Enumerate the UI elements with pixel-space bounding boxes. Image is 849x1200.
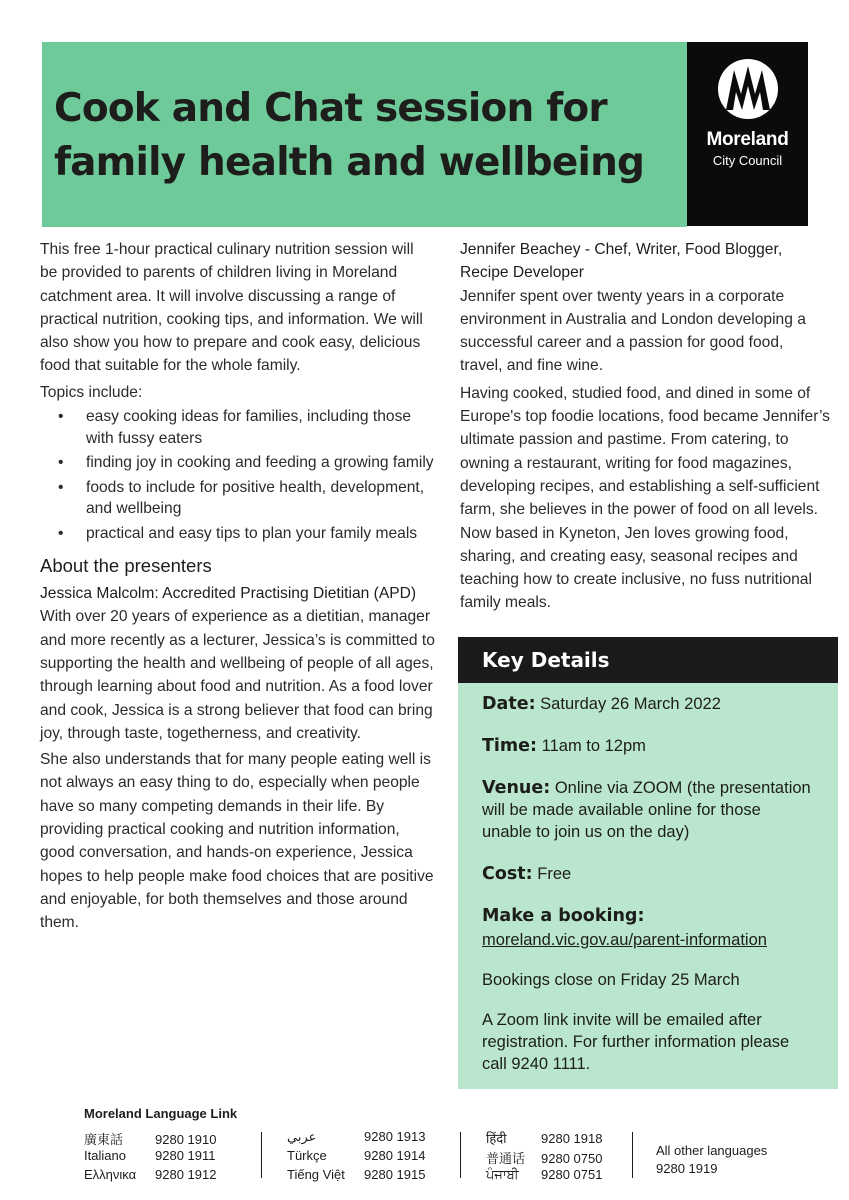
topic-text: finding joy in cooking and feeding a growing family: [86, 454, 434, 472]
left-column: [40, 238, 435, 935]
topic-item: [40, 452, 435, 474]
venue-label: Venue:: [482, 778, 551, 798]
other-languages-number: 9280 1919: [656, 1161, 718, 1176]
jennifer-bio-1: Jennifer spent over twenty years in a corporate environment in Australia and London developing a successful career and a passion for good food, travel, and fine wine.: [460, 287, 806, 375]
venue-value: Online via ZOOM (the presentation will be made available online for those unable to join us on the day): [482, 779, 811, 841]
language-row: [486, 1129, 602, 1148]
language-row: [287, 1167, 425, 1186]
language-number: 9280 1918: [541, 1131, 603, 1146]
language-name: हिंदी: [486, 1131, 507, 1146]
language-row: [287, 1129, 425, 1148]
language-row: [486, 1148, 602, 1167]
booking-label: Make a booking:: [482, 906, 645, 926]
topic-item: [40, 523, 435, 545]
language-number: 9280 1915: [364, 1167, 426, 1182]
venue-line: [482, 777, 814, 843]
language-number: 9280 1914: [364, 1148, 426, 1163]
language-name: Ελληνικα: [84, 1167, 137, 1182]
language-row: [84, 1148, 216, 1167]
zoom-note: A Zoom link invite will be emailed after registration. For further information please call 9240 1111.: [482, 1011, 790, 1073]
topic-text: foods to include for positive health, development, and wellbeing: [86, 478, 425, 518]
language-number: 9280 1911: [155, 1148, 216, 1163]
language-row: [84, 1167, 216, 1186]
language-name: 普通话: [486, 1151, 526, 1166]
other-languages-label: All other languages: [656, 1143, 768, 1158]
language-link-footer: [0, 1100, 849, 1200]
right-column: [460, 238, 830, 615]
jessica-name: Jessica Malcolm: Accredited Practising Dietitian (APD): [40, 585, 417, 603]
date-line: [482, 693, 814, 715]
booking-link[interactable]: moreland.vic.gov.au/parent-information: [482, 931, 767, 949]
booking-line: [482, 929, 814, 951]
title-line-2: family health and wellbeing: [54, 140, 645, 185]
bullet-icon: •: [58, 478, 64, 496]
date-value: Saturday 26 March 2022: [540, 695, 721, 713]
cost-value: Free: [537, 865, 572, 883]
presenters-heading: About the presenters: [40, 555, 212, 577]
topic-item: [40, 406, 435, 449]
moreland-m-icon: [717, 58, 779, 120]
language-group: [84, 1129, 216, 1186]
logo-name: Moreland: [706, 129, 789, 150]
footer-divider: [261, 1132, 262, 1178]
topic-text: practical and easy tips to plan your family meals: [86, 524, 418, 542]
topic-text: easy cooking ideas for families, including those with fussy eaters: [86, 408, 412, 447]
time-line: [482, 735, 814, 757]
language-row: [84, 1129, 216, 1148]
footer-title: Moreland Language Link: [84, 1106, 238, 1121]
topics-label: Topics include:: [40, 383, 143, 401]
title-banner: [42, 42, 687, 227]
page-title: [54, 82, 694, 190]
date-label: Date:: [482, 694, 536, 714]
intro-paragraph: This free 1-hour practical culinary nutrition session will be provided to parents of children living in Moreland catchment area. It will involve discussing a range of practical nutrition, cooking tips, and information. We will also show you how to prepare and cook easy, delicious food that suitable for the whole family.: [40, 241, 423, 375]
language-name: 廣東話: [84, 1132, 124, 1147]
logo-corner-shape: [687, 196, 808, 226]
language-row: [287, 1148, 425, 1167]
bullet-icon: •: [58, 524, 64, 542]
language-name: عربي: [287, 1129, 317, 1144]
cost-label: Cost:: [482, 864, 533, 884]
language-number: 9280 1912: [155, 1167, 217, 1182]
language-number: 9280 1913: [364, 1129, 426, 1144]
language-number: 9280 0750: [541, 1151, 603, 1166]
language-group: [486, 1129, 602, 1186]
time-value: 11am to 12pm: [541, 737, 646, 755]
bookings-close: Bookings close on Friday 25 March: [482, 971, 740, 989]
title-line-1: Cook and Chat session for: [54, 86, 607, 131]
footer-divider: [632, 1132, 633, 1178]
language-name: Türkçe: [287, 1148, 327, 1163]
jennifer-bio-2: Having cooked, studied food, and dined in some of Europe's top foodie locations, food became Jennifer’s ultimate passion and pastime. From catering, to owning a restaurant, writing for food magazines, developing recipes, and establishing a self-sufficient farm, she believes in the power of food on all levels. Now based in Kyneton, Jen loves growing food, sharing, and creating easy, seasonal recipes and teaching how to create inclusive, no fuss nutritional family meals.: [460, 384, 830, 612]
other-languages: [656, 1142, 767, 1178]
topic-item: [40, 477, 435, 520]
language-name: Italiano: [84, 1148, 126, 1163]
footer-divider: [460, 1132, 461, 1178]
key-details-box: [458, 637, 838, 1089]
language-number: 9280 0751: [541, 1167, 603, 1182]
jessica-bio-2: She also understands that for many people eating well is not always an easy thing to do, especially when people have so many competing demands in their life. By providing practical cooking and nutrition information, good conversation, and hands-on experience, Jessica hopes to help people make food choices that are positive and enjoyable, for both themselves and those around them.: [40, 751, 434, 932]
time-label: Time:: [482, 736, 538, 756]
bullet-icon: •: [58, 408, 64, 426]
language-row: [486, 1167, 602, 1186]
jessica-bio-1: With over 20 years of experience as a dietitian, manager and more recently as a lecturer, Jessica’s is committed to supporting the health and wellbeing of people of all ages, through learning about food and nutrition. As a food lover and cook, Jessica is a strong believer that food can bring joy, through taste, togetherness, and creativity.: [40, 608, 435, 742]
language-group: [287, 1129, 425, 1186]
language-name: ਪੰਜਾਬੀ: [486, 1167, 519, 1182]
topics-list: [40, 406, 435, 544]
language-name: Tiếng Việt: [287, 1167, 345, 1182]
language-number: 9280 1910: [155, 1132, 217, 1147]
bullet-icon: •: [58, 454, 64, 472]
cost-line: [482, 863, 814, 885]
logo-subtitle: City Council: [712, 153, 783, 168]
jennifer-name: Jennifer Beachey - Chef, Writer, Food Blogger, Recipe Developer: [460, 241, 783, 282]
key-details-heading: Key Details: [458, 637, 838, 683]
